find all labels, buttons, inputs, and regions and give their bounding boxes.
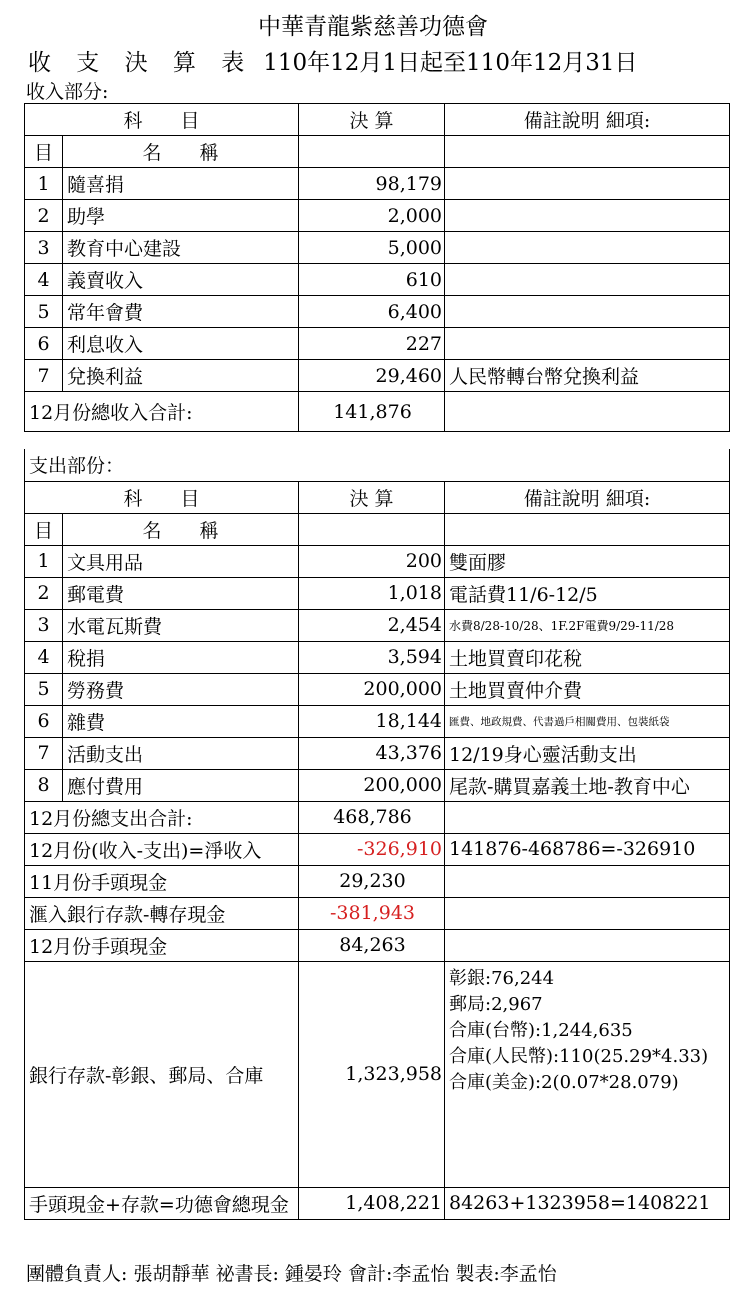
row-amount: 610 bbox=[299, 264, 445, 296]
row-note bbox=[445, 264, 730, 296]
row-name: 利息收入 bbox=[63, 328, 299, 360]
bank-notes bbox=[445, 961, 730, 1187]
summary-amount: -326,910 bbox=[299, 833, 445, 865]
grand-total-note: 84263+1323958=1408221 bbox=[445, 1187, 730, 1219]
row-note bbox=[445, 232, 730, 264]
bank-note: 彰銀:76,244 bbox=[449, 967, 555, 989]
row-note: 水費8/28-10/28、1F.2F電費9/29-11/28 bbox=[445, 609, 730, 641]
table-row bbox=[25, 609, 730, 641]
bank-note: 合庫(美金):2(0.07*28.079) bbox=[449, 1071, 679, 1093]
expense-subheader-name: 名 稱 bbox=[63, 513, 299, 545]
income-subheader-no: 目 bbox=[25, 136, 63, 168]
expense-header-row bbox=[25, 481, 730, 513]
row-name: 助學 bbox=[63, 200, 299, 232]
row-note bbox=[445, 328, 730, 360]
row-name: 水電瓦斯費 bbox=[63, 609, 299, 641]
income-total-amount: 141,876 bbox=[299, 392, 445, 432]
table-row bbox=[25, 737, 730, 769]
row-no: 3 bbox=[25, 609, 63, 641]
table-row bbox=[25, 328, 730, 360]
row-no: 2 bbox=[25, 200, 63, 232]
bank-row bbox=[25, 961, 730, 1187]
summary-note: 141876-468786=-326910 bbox=[445, 833, 730, 865]
row-name: 勞務費 bbox=[63, 673, 299, 705]
expense-section-row bbox=[25, 449, 730, 481]
empty-cell bbox=[445, 513, 730, 545]
income-subheader-row bbox=[25, 136, 730, 168]
row-name: 稅捐 bbox=[63, 641, 299, 673]
summary-label: 12月份(收入-支出)=淨收入 bbox=[25, 833, 299, 865]
row-note: 雙面膠 bbox=[445, 545, 730, 577]
summary-amount: 468,786 bbox=[299, 801, 445, 833]
expense-table bbox=[24, 449, 730, 1220]
statement-title bbox=[28, 44, 637, 77]
income-header-subject: 科 目 bbox=[25, 104, 299, 136]
summary-note bbox=[445, 897, 730, 929]
row-no: 8 bbox=[25, 769, 63, 801]
statement-label: 收 支 決 算 表 bbox=[28, 50, 254, 76]
row-amount: 29,460 bbox=[299, 360, 445, 392]
row-amount: 6,400 bbox=[299, 296, 445, 328]
row-name: 雜費 bbox=[63, 705, 299, 737]
empty-cell bbox=[445, 392, 730, 432]
row-no: 4 bbox=[25, 641, 63, 673]
summary-row bbox=[25, 897, 730, 929]
income-header-row bbox=[25, 104, 730, 136]
table-row bbox=[25, 360, 730, 392]
summary-note bbox=[445, 929, 730, 961]
row-note: 土地買賣印花稅 bbox=[445, 641, 730, 673]
table-row bbox=[25, 641, 730, 673]
row-amount: 98,179 bbox=[299, 168, 445, 200]
empty-cell bbox=[299, 513, 445, 545]
bank-note: 郵局:2,967 bbox=[449, 993, 543, 1015]
row-name: 活動支出 bbox=[63, 737, 299, 769]
row-note bbox=[445, 296, 730, 328]
row-note bbox=[445, 200, 730, 232]
bank-label: 銀行存款-彰銀、郵局、合庫 bbox=[25, 961, 299, 1187]
table-row bbox=[25, 264, 730, 296]
organization-name: 中華青龍紫慈善功德會 bbox=[258, 14, 488, 40]
income-subheader-name: 名 稱 bbox=[63, 136, 299, 168]
summary-amount: 84,263 bbox=[299, 929, 445, 961]
row-amount: 1,018 bbox=[299, 577, 445, 609]
summary-row bbox=[25, 865, 730, 897]
expense-header-amount: 決 算 bbox=[299, 481, 445, 513]
row-no: 3 bbox=[25, 232, 63, 264]
row-no: 6 bbox=[25, 705, 63, 737]
table-row bbox=[25, 168, 730, 200]
summary-label: 滙入銀行存款-轉存現金 bbox=[25, 897, 299, 929]
summary-label: 11月份手頭現金 bbox=[25, 865, 299, 897]
expense-subheader-row bbox=[25, 513, 730, 545]
statement-period: 110年12月1日起至110年12月31日 bbox=[263, 50, 638, 76]
income-section-label: 收入部分: bbox=[26, 81, 109, 103]
row-note: 尾款-購買嘉義土地-教育中心 bbox=[445, 769, 730, 801]
empty-cell bbox=[445, 136, 730, 168]
row-note: 人民幣轉台幣兌換利益 bbox=[445, 360, 730, 392]
summary-row bbox=[25, 801, 730, 833]
bank-note: 合庫(人民幣):110(25.29*4.33) bbox=[449, 1045, 709, 1067]
bank-amount: 1,323,958 bbox=[299, 961, 445, 1187]
row-no: 1 bbox=[25, 168, 63, 200]
expense-header-subject: 科 目 bbox=[25, 481, 299, 513]
table-row bbox=[25, 200, 730, 232]
row-name: 文具用品 bbox=[63, 545, 299, 577]
summary-note bbox=[445, 865, 730, 897]
row-note: 電話費11/6-12/5 bbox=[445, 577, 730, 609]
row-note bbox=[445, 168, 730, 200]
row-amount: 200 bbox=[299, 545, 445, 577]
row-no: 2 bbox=[25, 577, 63, 609]
bank-note: 合庫(台幣):1,244,635 bbox=[449, 1019, 633, 1041]
summary-row bbox=[25, 833, 730, 865]
table-row bbox=[25, 769, 730, 801]
row-amount: 200,000 bbox=[299, 769, 445, 801]
table-row bbox=[25, 577, 730, 609]
expense-section-label: 支出部份： bbox=[25, 449, 730, 481]
row-name: 兌換利益 bbox=[63, 360, 299, 392]
expense-subheader-no: 目 bbox=[25, 513, 63, 545]
summary-amount: -381,943 bbox=[299, 897, 445, 929]
row-amount: 2,454 bbox=[299, 609, 445, 641]
row-amount: 18,144 bbox=[299, 705, 445, 737]
summary-note bbox=[445, 801, 730, 833]
summary-row bbox=[25, 929, 730, 961]
summary-label: 12月份總支出合計: bbox=[25, 801, 299, 833]
row-note: 12/19身心靈活動支出 bbox=[445, 737, 730, 769]
grand-total-label: 手頭現金+存款=功德會總現金 bbox=[25, 1187, 299, 1219]
income-total-row bbox=[25, 392, 730, 432]
income-header-amount: 決 算 bbox=[299, 104, 445, 136]
row-no: 7 bbox=[25, 737, 63, 769]
row-name: 應付費用 bbox=[63, 769, 299, 801]
signature-line: 團體負責人: 張胡靜華 祕書長: 鍾晏玲 會計:李孟怡 製表:李孟怡 bbox=[26, 1263, 557, 1285]
row-name: 隨喜捐 bbox=[63, 168, 299, 200]
row-name: 教育中心建設 bbox=[63, 232, 299, 264]
row-name: 常年會費 bbox=[63, 296, 299, 328]
grand-total-amount: 1,408,221 bbox=[299, 1187, 445, 1219]
empty-cell bbox=[299, 136, 445, 168]
row-amount: 3,594 bbox=[299, 641, 445, 673]
summary-amount: 29,230 bbox=[299, 865, 445, 897]
row-name: 義賣收入 bbox=[63, 264, 299, 296]
income-total-label: 12月份總收入合計: bbox=[25, 392, 299, 432]
row-no: 4 bbox=[25, 264, 63, 296]
row-no: 7 bbox=[25, 360, 63, 392]
table-row bbox=[25, 296, 730, 328]
row-note: 土地買賣仲介費 bbox=[445, 673, 730, 705]
expense-header-note: 備註說明 細項: bbox=[445, 481, 730, 513]
income-table bbox=[24, 103, 730, 432]
row-no: 5 bbox=[25, 296, 63, 328]
row-note: 匯費、地政規費、代書過戶相關費用、包裝紙袋 bbox=[445, 705, 730, 737]
table-row bbox=[25, 673, 730, 705]
table-row bbox=[25, 232, 730, 264]
row-no: 1 bbox=[25, 545, 63, 577]
row-amount: 2,000 bbox=[299, 200, 445, 232]
grand-total-row bbox=[25, 1187, 730, 1219]
table-row bbox=[25, 705, 730, 737]
row-amount: 5,000 bbox=[299, 232, 445, 264]
income-header-note: 備註說明 細項: bbox=[445, 104, 730, 136]
row-no: 6 bbox=[25, 328, 63, 360]
summary-label: 12月份手頭現金 bbox=[25, 929, 299, 961]
row-name: 郵電費 bbox=[63, 577, 299, 609]
row-no: 5 bbox=[25, 673, 63, 705]
row-amount: 227 bbox=[299, 328, 445, 360]
row-amount: 200,000 bbox=[299, 673, 445, 705]
row-amount: 43,376 bbox=[299, 737, 445, 769]
table-row bbox=[25, 545, 730, 577]
